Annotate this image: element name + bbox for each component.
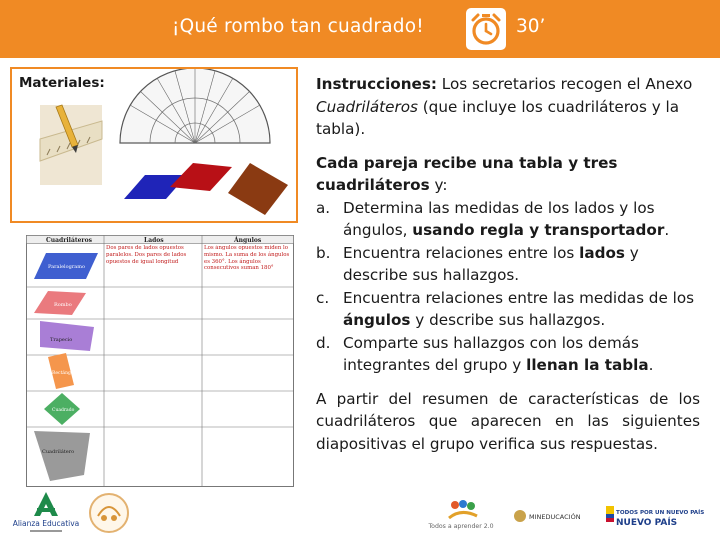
step-letter: a. (316, 198, 331, 217)
step-item (316, 197, 700, 242)
protractor-image (120, 69, 270, 143)
step-text: Encuentra relaciones entre los (343, 243, 580, 262)
step-bold: llenan la tabla (526, 356, 649, 374)
intro-annex: Cuadriláteros (316, 97, 418, 116)
step-text: Encuentra relaciones entre las medidas de los (343, 288, 695, 307)
pair-paragraph (316, 152, 700, 197)
nuevo-pais-logo (604, 500, 714, 536)
table-header-lados: Lados (144, 237, 164, 244)
pencil-ruler-image (40, 105, 102, 185)
shape-label-parallelogram: Paralelogramo (48, 264, 85, 270)
step-letter: d. (316, 333, 331, 352)
pair-rest: y: (429, 176, 448, 194)
alianza-educativa-logo (10, 490, 82, 536)
intro-text-1: Los secretarios recogen el Anexo (436, 75, 693, 93)
mineducacion-logo (512, 506, 594, 526)
materials-label: Materiales: (19, 75, 105, 91)
svg-text:NUEVO PAÍS: NUEVO PAÍS (616, 518, 678, 528)
alarm-clock-icon (466, 8, 506, 50)
pair-bold: Cada pareja recibe una tabla y tres cuadriláteros (316, 153, 618, 194)
step-bold: lados (579, 243, 625, 262)
intro-label: Instrucciones: (316, 75, 437, 93)
slide-title: ¡Qué rombo tan cuadrado! (172, 16, 424, 37)
step-text: Comparte sus hallazgos con los demás integrantes del grupo y (343, 333, 639, 374)
step-item (316, 287, 700, 332)
step-post: y describe sus hallazgos. (410, 311, 606, 329)
mineducacion-text: MINEDUCACIÓN (529, 513, 581, 521)
instructions-panel (316, 73, 700, 455)
step-item (316, 332, 700, 377)
seal-logo (88, 492, 130, 534)
intro-paragraph (316, 73, 700, 141)
table-header-angulos: Ángulos (234, 237, 262, 244)
summary-paragraph: A partir del resumen de características de los cuadriláteros que aparecen en las siguientes diapositivas el grupo verifica sus respuestas. (316, 389, 700, 453)
intro-text-2: (que incluye los cuadriláteros y la tabla). (316, 97, 680, 138)
time-duration: 30’ (516, 16, 546, 37)
step-post: y describe sus hallazgos. (343, 243, 639, 284)
table-header-shapes: Cuadriláteros (46, 237, 92, 244)
nuevo-pais-text: TODOS POR UN NUEVO PAÍS (616, 510, 705, 516)
todos-a-aprender-logo (425, 496, 497, 532)
shape-label-rectangle: Rectángulo (52, 371, 78, 376)
alianza-logo-text: Alianza Educativa (12, 519, 80, 528)
step-bold: usando regla y transportador (412, 221, 665, 239)
step-post: . (664, 221, 670, 239)
step-post: . (648, 356, 654, 374)
step-text: Determina las medidas de los lados y los ángulos, (343, 198, 655, 239)
step-item (316, 242, 700, 287)
step-bold: ángulos (343, 311, 411, 329)
step-letter: c. (316, 288, 330, 307)
cell-angulos-parallelogram: Los ángulos opuestos miden lo mismo. La suma de los ángulos es 360°. Los ángulos consecutivos suman 180° (204, 245, 290, 272)
quadrilaterals-table (26, 235, 294, 487)
shape-label-quadrilateral: Cuadrilátero (42, 449, 75, 455)
shape-label-rhombus: Rombo (54, 302, 72, 308)
todos-a-aprender-text: Todos a aprender 2.0 (428, 523, 494, 530)
step-letter: b. (316, 243, 331, 262)
shape-label-trapezoid: Trapecio (50, 337, 73, 343)
cell-lados-parallelogram: Dos pares de lados opuestos paralelos. Dos pares de lados opuestos de igual longitud (106, 245, 187, 265)
shape-label-square: Cuadrado (52, 408, 75, 413)
parallelogram-brown (228, 163, 288, 215)
steps-list (316, 197, 700, 377)
